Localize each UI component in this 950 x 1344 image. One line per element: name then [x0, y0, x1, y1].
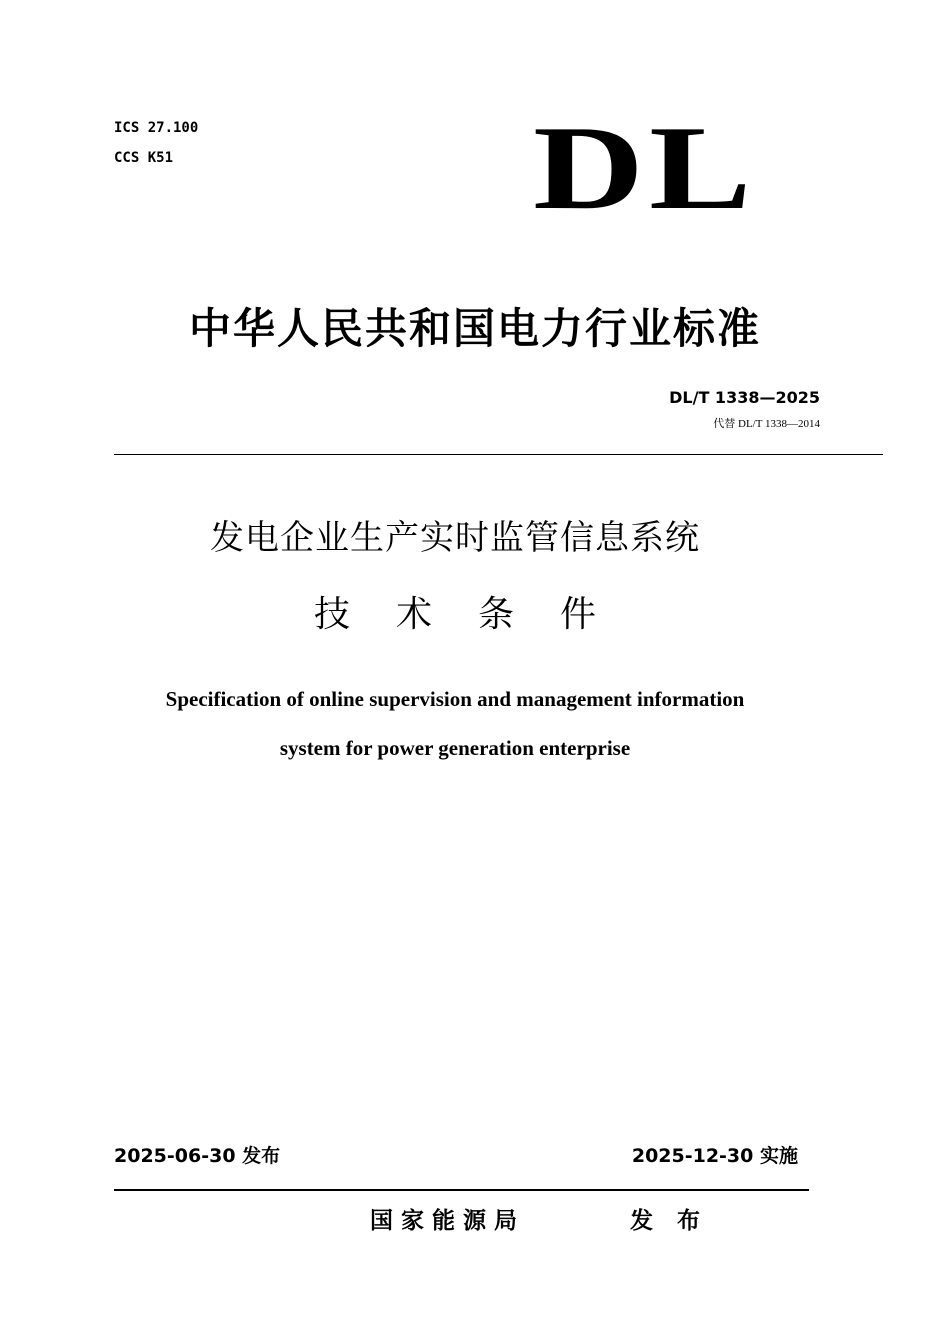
- english-title-line-2: system for power generation enterprise: [279, 736, 631, 760]
- implementation-date: 2025-12-30 实施: [631, 1145, 798, 1167]
- top-divider: [114, 454, 883, 455]
- chinese-title-line-1: 发电企业生产实时监管信息系统: [210, 518, 700, 558]
- standard-category-title: 中华人民共和国电力行业标准: [188, 304, 761, 353]
- replaces-standard: 代替 DL/T 1338—2014: [713, 418, 820, 430]
- ics-code: ICS 27.100: [114, 120, 199, 136]
- english-title-line-1: Specification of online supervision and management information: [165, 687, 745, 711]
- issue-date: 2025-06-30 发布: [114, 1145, 281, 1167]
- dl-logo: DL: [533, 101, 757, 234]
- chinese-title-line-2: 技术条件: [313, 594, 642, 635]
- issuing-authority: 国家能源局: [370, 1208, 525, 1234]
- publish-label: 发布: [630, 1208, 724, 1234]
- bottom-divider: [114, 1189, 809, 1191]
- standard-code: DL/T 1338—2025: [669, 388, 820, 407]
- ccs-code: CCS K51: [114, 150, 174, 166]
